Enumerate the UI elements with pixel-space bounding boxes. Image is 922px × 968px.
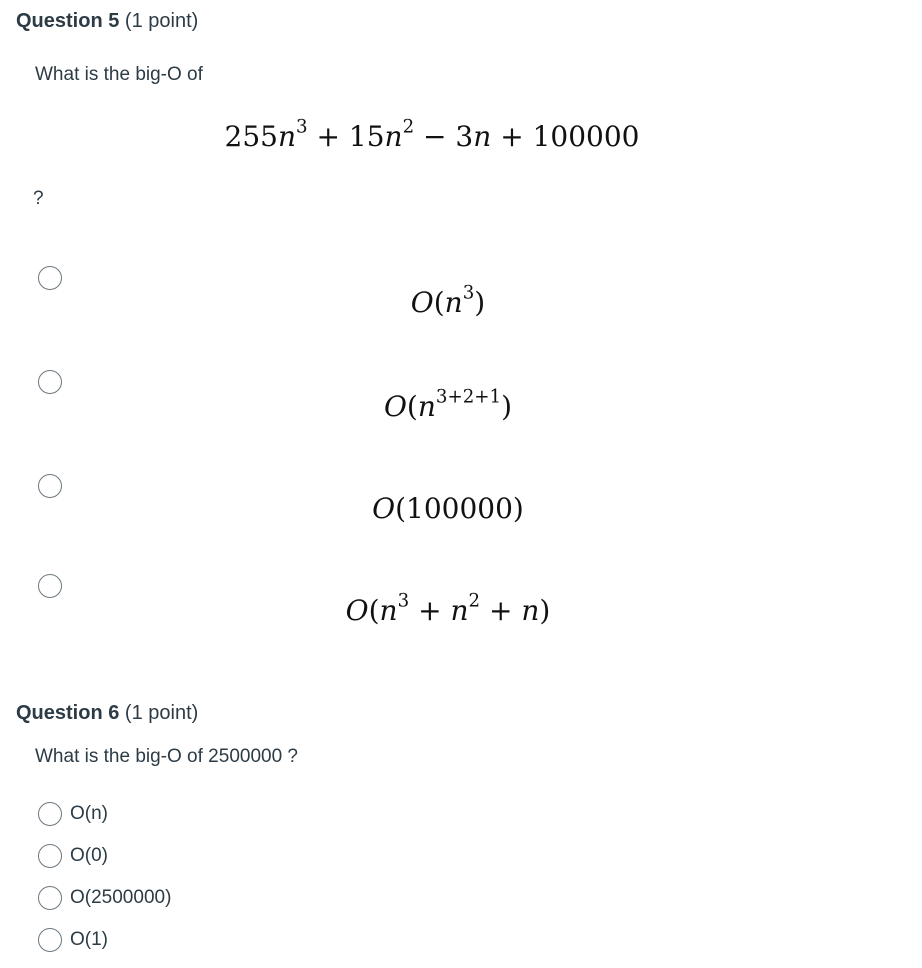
q6-option-4-label: O(1) bbox=[70, 929, 108, 950]
question-5-trailing: ? bbox=[33, 188, 44, 209]
exponent: 3 bbox=[397, 590, 410, 612]
q6-option-2[interactable] bbox=[38, 843, 108, 869]
question-6-header bbox=[16, 702, 198, 725]
question-number: Question 5 bbox=[16, 10, 120, 32]
close-paren: ) bbox=[539, 594, 551, 627]
exponent: 3+2+1 bbox=[435, 386, 502, 408]
open-paren: ( bbox=[368, 594, 380, 627]
close-paren: ) bbox=[512, 492, 524, 525]
question-5-header bbox=[16, 10, 198, 33]
plus-op: + bbox=[418, 594, 442, 627]
close-paren: ) bbox=[474, 286, 486, 319]
q6-option-4[interactable] bbox=[38, 927, 108, 953]
open-paren: ( bbox=[395, 492, 407, 525]
formula-term-2-coef: 15 bbox=[348, 120, 385, 153]
exponent: 3 bbox=[462, 282, 475, 304]
open-paren: ( bbox=[406, 390, 418, 423]
plus-op: + bbox=[488, 594, 513, 627]
formula-term-4: 100000 bbox=[532, 120, 640, 153]
q6-option-3[interactable] bbox=[38, 885, 171, 911]
var-n: n bbox=[521, 594, 540, 627]
big-o-symbol: O bbox=[345, 594, 369, 627]
radio-button-icon[interactable] bbox=[38, 844, 62, 868]
formula-op-3: + bbox=[500, 120, 524, 153]
formula-term-1-var: n bbox=[277, 120, 297, 153]
big-o-symbol: O bbox=[383, 390, 407, 423]
open-paren: ( bbox=[433, 286, 445, 319]
formula-op-1: + bbox=[316, 120, 340, 153]
q6-option-3-label: O(2500000) bbox=[70, 887, 172, 908]
radio-button-icon[interactable] bbox=[38, 928, 62, 952]
q5-option-3-label bbox=[0, 492, 896, 525]
q5-option-4-label bbox=[0, 590, 896, 627]
formula-term-2-var: n bbox=[384, 120, 403, 153]
formula-term-3-coef: 3 bbox=[455, 120, 474, 153]
radio-button-icon[interactable] bbox=[38, 802, 62, 826]
var-n: n bbox=[417, 390, 436, 423]
question-6-prompt: What is the big-O of 2500000 ? bbox=[35, 746, 298, 767]
question-number: Question 6 bbox=[16, 702, 120, 724]
close-paren: ) bbox=[501, 390, 513, 423]
var-n: n bbox=[450, 594, 469, 627]
formula-term-2-exp: 2 bbox=[402, 116, 415, 138]
question-5-prompt: What is the big-O of bbox=[35, 64, 203, 85]
question-points: (1 point) bbox=[124, 10, 199, 32]
formula-op-2: − bbox=[423, 120, 447, 153]
q5-option-2-label bbox=[0, 386, 896, 423]
q6-option-2-label: O(0) bbox=[70, 845, 108, 866]
q6-option-1[interactable] bbox=[38, 801, 108, 827]
formula-term-1-exp: 3 bbox=[296, 116, 308, 138]
q5-option-1-label bbox=[0, 282, 896, 319]
q6-option-1-label: O(n) bbox=[70, 803, 108, 824]
var-n: n bbox=[444, 286, 463, 319]
big-o-symbol: O bbox=[372, 492, 396, 525]
radio-button-icon[interactable] bbox=[38, 886, 62, 910]
exponent: 2 bbox=[468, 590, 481, 612]
question-points: (1 point) bbox=[124, 702, 199, 724]
big-o-symbol: O bbox=[410, 286, 434, 319]
question-5-formula bbox=[0, 116, 864, 153]
var-n: n bbox=[379, 594, 398, 627]
formula-term-1-coef: 255 bbox=[224, 120, 278, 153]
formula-term-3-var: n bbox=[473, 120, 492, 153]
constant-value: 100000 bbox=[406, 492, 513, 525]
